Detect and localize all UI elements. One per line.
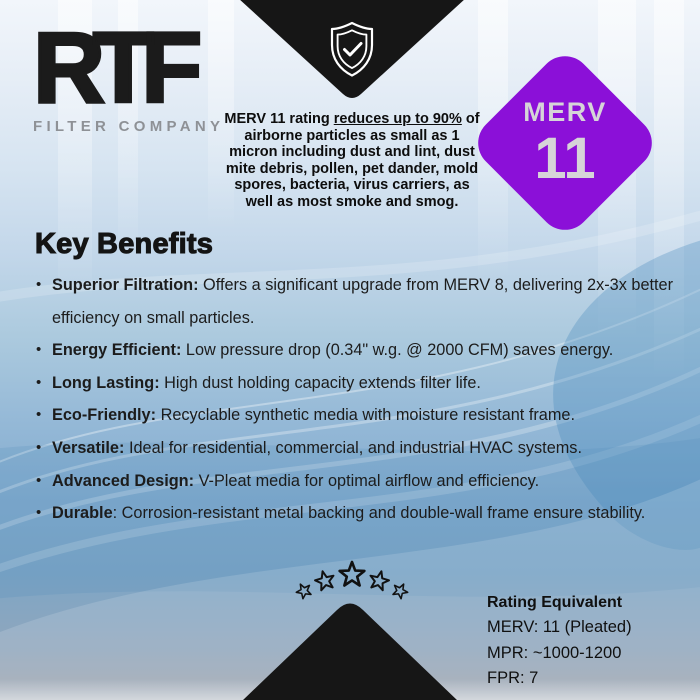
intro-paragraph — [219, 111, 485, 211]
benefit-text: Offers a significant upgrade from MERV 8, delivering 2x-3x better efficiency on small particles. — [52, 276, 674, 327]
rating-line-mpr: MPR: ~1000-1200 — [487, 643, 622, 662]
rating-equivalent-heading: Rating Equivalent — [487, 594, 623, 611]
benefit-item-energy-efficient — [35, 334, 685, 367]
intro-underlined-claim: reduces up to 90% — [333, 111, 462, 127]
benefit-title: Advanced Design: — [52, 471, 195, 490]
benefit-title: Versatile: — [52, 438, 125, 457]
key-benefits-heading: Key Benefits — [35, 228, 214, 260]
merv-badge-label: MERV — [523, 96, 607, 127]
rating-line-fpr: FPR: 7 — [487, 668, 539, 687]
benefit-text: High dust holding capacity extends filter life. — [159, 373, 481, 392]
merv-badge-value: 11 — [534, 125, 596, 191]
benefit-text: Ideal for residential, commercial, and industrial HVAC systems. — [124, 438, 582, 457]
benefit-text: Recyclable synthetic media with moisture resistant frame. — [156, 406, 575, 425]
benefit-item-long-lasting — [35, 367, 685, 400]
merv-rating-badge-content — [496, 74, 634, 212]
benefit-item-superior-filtration — [35, 269, 685, 334]
benefit-item-eco-friendly — [35, 399, 685, 432]
intro-prefix: MERV 11 rating — [224, 111, 334, 127]
brand-tagline: FILTER COMPANY — [33, 118, 225, 135]
brand-logo — [33, 12, 225, 135]
merv-rating-badge — [467, 45, 662, 240]
benefit-title: Durable — [52, 504, 113, 523]
top-pennant-banner — [238, 0, 466, 98]
benefit-item-versatile — [35, 432, 685, 465]
benefit-title: Energy Efficient: — [52, 341, 182, 360]
benefit-item-durable — [35, 497, 685, 530]
benefit-text: : Corrosion-resistant metal backing and double-wall frame ensure stability. — [112, 504, 646, 523]
benefit-text: Low pressure drop (0.34" w.g. @ 2000 CFM) saves energy. — [181, 341, 614, 360]
benefit-item-advanced-design — [35, 465, 685, 498]
benefits-list — [35, 269, 685, 530]
benefit-title: Long Lasting: — [52, 373, 160, 392]
rating-equivalent-block — [487, 590, 632, 691]
rating-line-merv: MERV: 11 (Pleated) — [487, 618, 632, 637]
benefit-text: V-Pleat media for optimal airflow and efficiency. — [194, 471, 540, 490]
benefit-title: Superior Filtration: — [52, 276, 199, 294]
benefit-title: Eco-Friendly: — [52, 406, 157, 425]
intro-rest: of airborne particles as small as 1 micron including dust and lint, dust mite debris, pollen, pet dander, mold spores, bacteria, virus carriers, as well as most smoke and smog. — [225, 111, 480, 210]
brand-logo-text: RTF — [33, 12, 190, 124]
